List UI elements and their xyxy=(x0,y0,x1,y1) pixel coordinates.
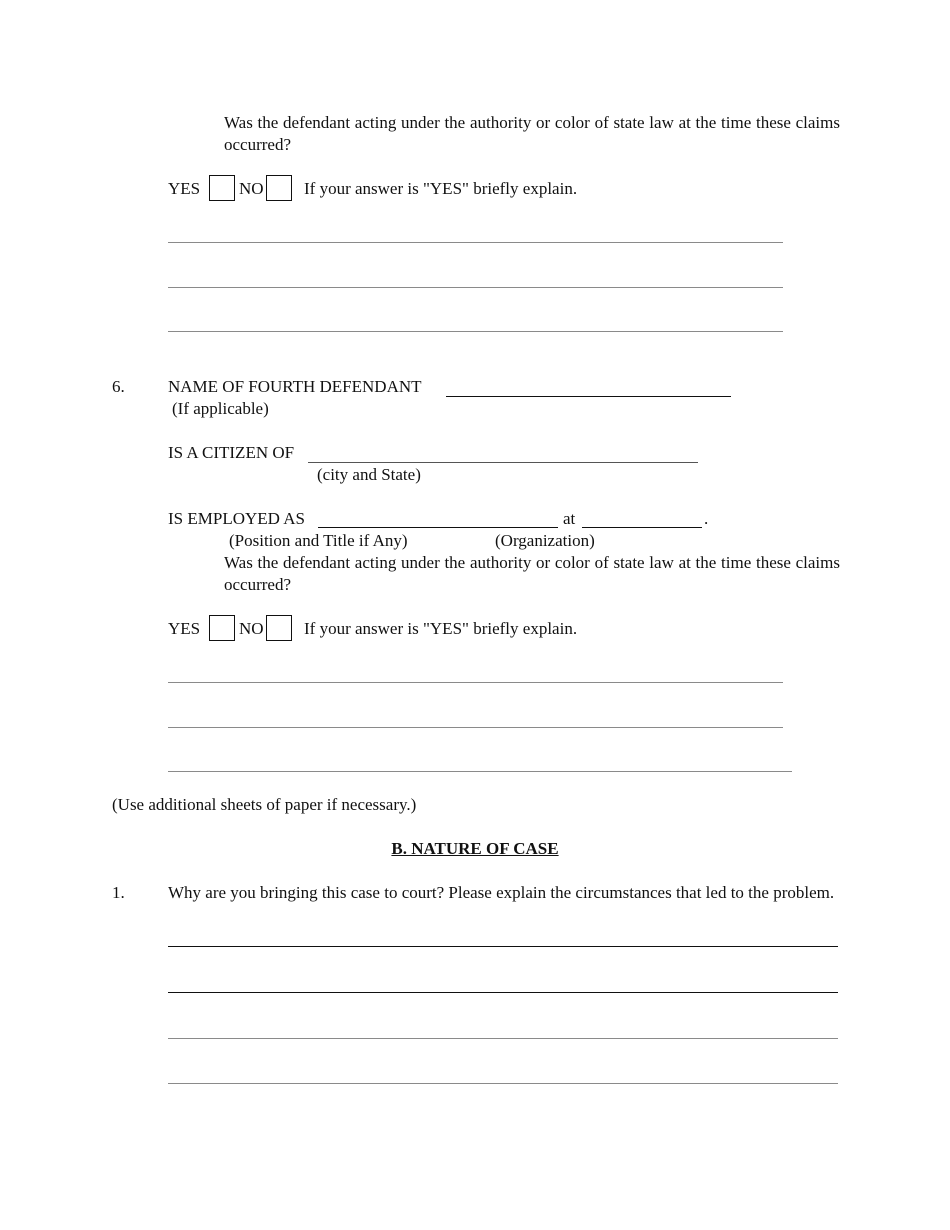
organization-caption: (Organization) xyxy=(495,531,595,550)
city-state-caption: (city and State) xyxy=(317,465,421,484)
organization-line[interactable] xyxy=(582,527,702,528)
explain-line-2a[interactable] xyxy=(168,682,783,683)
item-number-6: 6. xyxy=(112,377,125,396)
explain-label-1: If your answer is "YES" briefly explain. xyxy=(304,179,578,198)
yes-checkbox-2[interactable] xyxy=(209,615,235,641)
citizen-of-line[interactable] xyxy=(308,462,698,463)
employed-period: . xyxy=(704,509,709,528)
fourth-defendant-name-label: NAME OF FOURTH DEFENDANT xyxy=(168,377,422,396)
state-law-question-1: Was the defendant acting under the authority or color of state law at the time these claims occurred? xyxy=(224,113,840,154)
explain-line-1a[interactable] xyxy=(168,242,783,243)
yes-label-2: YES xyxy=(168,619,201,638)
position-caption: (Position and Title if Any) xyxy=(229,531,408,550)
item-number-1: 1. xyxy=(112,883,125,902)
nature-answer-line-1[interactable] xyxy=(168,946,838,947)
no-checkbox-2[interactable] xyxy=(266,615,292,641)
explain-line-2b[interactable] xyxy=(168,727,783,728)
no-checkbox-1[interactable] xyxy=(266,175,292,201)
citizen-of-label: IS A CITIZEN OF xyxy=(168,443,295,462)
no-label-2: NO xyxy=(239,619,264,638)
state-law-question-2: Was the defendant acting under the authority or color of state law at the time these claims occurred? xyxy=(224,553,840,594)
nature-answer-line-2[interactable] xyxy=(168,992,838,993)
position-line[interactable] xyxy=(318,527,558,528)
yes-label-1: YES xyxy=(168,179,201,198)
explain-line-1b[interactable] xyxy=(168,287,783,288)
nature-question: Why are you bringing this case to court? Please explain the circumstances that led to the problem. xyxy=(168,883,835,902)
if-applicable-caption: (If applicable) xyxy=(172,399,269,418)
nature-answer-line-3[interactable] xyxy=(168,1038,838,1039)
additional-sheets-note: (Use additional sheets of paper if necessary.) xyxy=(112,795,417,814)
nature-answer-line-4[interactable] xyxy=(168,1083,838,1084)
no-label-1: NO xyxy=(239,179,264,198)
yes-checkbox-1[interactable] xyxy=(209,175,235,201)
fourth-defendant-name-line[interactable] xyxy=(446,396,731,397)
explain-line-1c[interactable] xyxy=(168,331,783,332)
explain-label-2: If your answer is "YES" briefly explain. xyxy=(304,619,578,638)
nature-of-case-heading: B. NATURE OF CASE xyxy=(391,839,559,858)
explain-line-2c[interactable] xyxy=(168,771,792,772)
employed-as-label: IS EMPLOYED AS xyxy=(168,509,305,528)
at-label: at xyxy=(563,509,576,528)
